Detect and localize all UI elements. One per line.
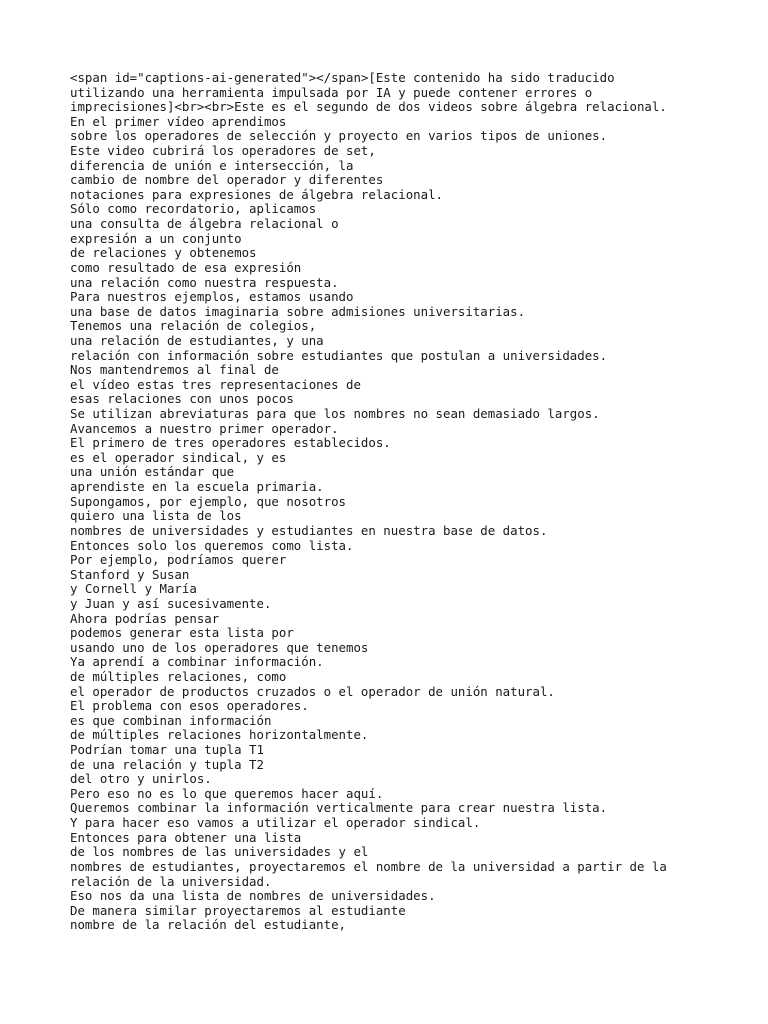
text-line: El primero de tres operadores establecidos. (70, 435, 391, 451)
text-line: notaciones para expresiones de álgebra relacional. (70, 186, 443, 202)
text-line: como resultado de esa expresión (70, 259, 302, 275)
transcript-text (70, 71, 760, 933)
text-line: esas relaciones con unos pocos (70, 391, 294, 407)
text-line: de relaciones y obtenemos (70, 245, 257, 261)
text-line: usando uno de los operadores que tenemos (70, 639, 369, 655)
text-line: expresión a un conjunto (70, 230, 242, 246)
text-line: Pero eso no es lo que queremos hacer aquí. (70, 785, 384, 801)
text-line: relación con información sobre estudiantes que postulan a universidades. (70, 347, 608, 363)
text-line: Ahora podrías pensar (70, 610, 220, 626)
text-line: Supongamos, por ejemplo, que nosotros (70, 493, 347, 509)
text-line: de múltiples relaciones horizontalmente. (70, 727, 369, 743)
text-line: y Juan y así sucesivamente. (70, 595, 272, 611)
text-line: una base de datos imaginaria sobre admisiones universitarias. (70, 303, 526, 319)
text-line: Avancemos a nuestro primer operador. (70, 420, 339, 436)
text-line: aprendiste en la escuela primaria. (70, 479, 324, 495)
text-line: Tenemos una relación de colegios, (70, 318, 317, 334)
text-line: de una relación y tupla T2 (70, 756, 264, 772)
text-line: Stanford y Susan (70, 566, 190, 582)
text-line: nombres de universidades y estudiantes en nuestra base de datos. (70, 522, 548, 538)
text-line: es el operador sindical, y es (70, 449, 287, 465)
text-line: sobre los operadores de selección y proyecto en varios tipos de uniones. (70, 128, 608, 144)
text-line: Para nuestros ejemplos, estamos usando (70, 289, 354, 305)
text-line: quiero una lista de los (70, 508, 242, 524)
text-line: y Cornell y María (70, 581, 197, 597)
text-line: Queremos combinar la información verticalmente para crear nuestra lista. (70, 800, 608, 816)
text-line: De manera similar proyectaremos al estudiante (70, 902, 406, 918)
text-line: una relación como nuestra respuesta. (70, 274, 339, 290)
text-line: cambio de nombre del operador y diferentes (70, 172, 384, 188)
text-line: Entonces solo los queremos como lista. (70, 537, 354, 553)
text-line: imprecisiones]<br><br>Este es el segundo de dos videos sobre álgebra relacional. (70, 99, 667, 115)
text-line: Podrían tomar una tupla T1 (70, 742, 264, 758)
text-line: relación de la universidad. (70, 873, 272, 889)
text-line: del otro y unirlos. (70, 771, 212, 787)
text-line: Nos mantendremos al final de (70, 362, 279, 378)
text-line: una relación de estudiantes, y una (70, 332, 324, 348)
text-line: podemos generar esta lista por (70, 625, 294, 641)
text-line: nombre de la relación del estudiante, (70, 917, 347, 933)
text-line: <span id="captions-ai-generated"></span>[Este contenido ha sido traducido (70, 70, 615, 85)
text-line: Sólo como recordatorio, aplicamos (70, 201, 317, 217)
text-line: nombres de estudiantes, proyectaremos el nombre de la universidad a partir de la (70, 858, 667, 874)
text-line: el operador de productos cruzados o el operador de unión natural. (70, 683, 555, 699)
text-line: el vídeo estas tres representaciones de (70, 376, 361, 392)
text-line: Y para hacer eso vamos a utilizar el operador sindical. (70, 815, 481, 831)
text-line: es que combinan información (70, 712, 272, 728)
text-line: Ya aprendí a combinar información. (70, 654, 324, 670)
text-line: Este video cubrirá los operadores de set, (70, 143, 376, 159)
text-line: Por ejemplo, podríamos querer (70, 552, 287, 568)
text-line: El problema con esos operadores. (70, 698, 309, 714)
text-line: una unión estándar que (70, 464, 235, 480)
text-line: de múltiples relaciones, como (70, 668, 287, 684)
text-line: utilizando una herramienta impulsada por IA y puede contener errores o (70, 84, 593, 100)
text-line: de los nombres de las universidades y el (70, 844, 369, 860)
text-line: una consulta de álgebra relacional o (70, 216, 339, 232)
text-line: Se utilizan abreviaturas para que los nombres no sean demasiado largos. (70, 406, 600, 422)
text-line: Eso nos da una lista de nombres de universidades. (70, 888, 436, 904)
text-line: Entonces para obtener una lista (70, 829, 302, 845)
text-line: En el primer vídeo aprendimos (70, 113, 287, 129)
text-line: diferencia de unión e intersección, la (70, 157, 354, 173)
